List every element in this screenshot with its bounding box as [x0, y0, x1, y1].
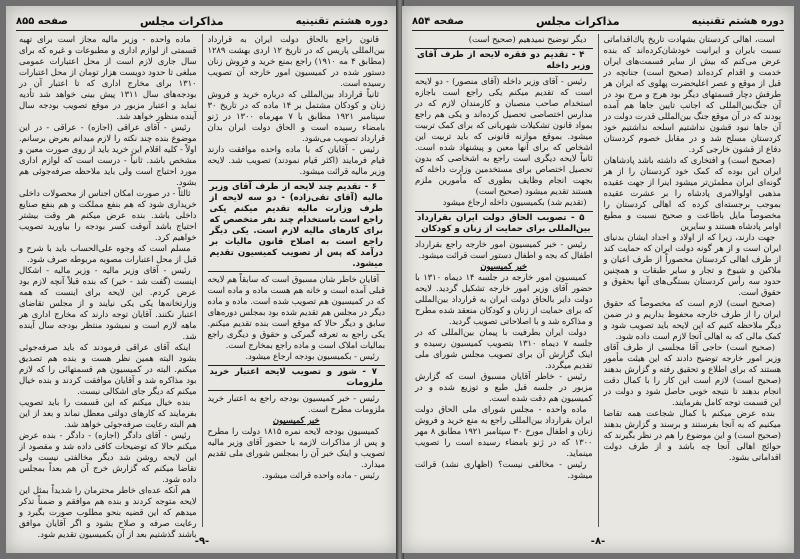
paragraph: (صحیح است) حاجی آقا مجلسی از طرف آقای وزیر امور خارجه توضیح دادند که این هیئت مأمور هستند که برای اطلاع و تحقیق رفته و گزارش بدهند (صحیح است) لازم است این کار را با کمال دقت انجام بدهند تا نتیجه خوبی حاصل شود و دولت در این قسمت توجه کامل بفرمایند. — [603, 342, 781, 407]
right-page-title: مذاکرات مجلس — [535, 14, 620, 28]
right-page-term: دوره هشتم تقنینیه — [691, 15, 784, 27]
paragraph: کمیسیون امور خارجه در جلسه ۱۴ دیماه ۱۳۱۰ با حضور آقای وزیر امور خارجه تشکیل گردید. لایحه دولت دایر بالحاق دولت ایران به قرارداد بین‌المللی که برای حمایت از زنان و کودکان منعقد شده مطرح و مذاکره شد و با اصلاحاتی تصویب گردید. — [415, 272, 593, 326]
paragraph: رئیس - ماده واحده قرائت میشود. — [262, 470, 379, 480]
report-title: خبر کمیسیون — [272, 415, 320, 425]
paragraph: بنده خیال میکنم که این قسمت را باید تصویب بفرمایند که کارهای دولتی معطل نماند و بعد از این هم البته رعایت صرفه‌جوئی خواهد شد. — [19, 397, 197, 429]
paragraph: رئیس - آقای عراقی (اجازه) - عراقی - در این موضوع بنده چند نکته را لازم میدانم بعرض برسانم. اولاً - کلیه اقلام این خرید باید از روی صورت معین و مشخص باشد. ثانیاً - درست است که لوازم اداری مورد احتیاج است ولی باید ملاحظه صرفه‌جوئی هم بشود. — [19, 122, 197, 187]
left-page-right-column — [203, 34, 391, 527]
paragraph: مسلم است که وجوه علی‌الحساب باید با شرح و قبل از محل اعتبارات مصوبه مربوطه صرف شود. — [19, 243, 197, 264]
paragraph: ماده واحده - مجلس شورای ملی الحاق دولت ایران بقرارداد بین‌المللی راجع به منع خرید و فروش زنان و اطفال مورخ ۳۰ سپتامبر ۱۹۲۱ مطابق ۸ مهر ۱۳۰۰ که در ژنو بامضاء رسیده است را تصویب مینماید. — [415, 404, 593, 458]
paragraph: آقایان خاطر شان مسبوق است که سابقاً هم لایحه قبلی آمده است و خانه هم هست ماده و ماده است که در کمیسیون هم تصویب شده است. ماده و ماده دیگر در مجلس هم تقدیم شده بود بمجلس دوره‌های سابق و دیگر حالا که موقع است بنده تقدیم میکنم. یکی راجع به تعرفه گمرکی و حقوق و دیگری راجع بمالیات املاک است و ماده راجع بمخارج است. — [207, 274, 385, 350]
paragraph: رئیس - آقای دادگر (اجازه) - دادگر - بنده عرض میکنم حالا که توضیحات کافی داده شد و مقصود از این لایحه روشن شد دیگر مخالفتی نیست ولی تقاضا میکنم که گزارش خرج آن هم بعداً بمجلس داده شود. — [19, 430, 197, 484]
left-page-term: دوره هشتم تقنینیه — [295, 15, 388, 27]
paragraph: قانون راجع بالحاق دولت ایران به قرارداد بین‌المللی پاریس که در تاریخ ۱۲ اردی بهشت ۱۲۸۹ (مطابق ۴ مه ۱۹۱۰) راجع بمنع خرید و فروش زنان دستور شده در کمیسیون امور خارجه آن تصویب رسیده است. — [207, 34, 385, 88]
paragraph: جهت دارند، زیرا که از اولاد و اجداد ایشان بدنیای ایران است و از هر گونه دولت ایران که حمایت کند از طرف اهالی کردستان محصوراً از طرف اعیان و ملاکین و شیوخ و تجار و سایر طبقات و همچنین حدود سه رأس کردستان بستگی‌های آنها بحقوق و حقوق است. — [603, 232, 781, 297]
paragraph: رئیس - مخالفی نیست؟ (اظهاری نشد) قرائت میشود. — [415, 459, 593, 480]
right-page-left-column — [410, 34, 598, 527]
right-page — [402, 6, 794, 553]
left-page-header — [16, 12, 388, 31]
paragraph: هم آنکه عده‌ای خاطر محترمان را شدیداً بمثل این لایحه متوجه کردند و بنده هم موافقم و ضمناً تذکر میدهم که این قضیه بنحو مطلوب صورت بگیرد و رعایت صرفه و صلاح بشود و اگر آقایان موافق باشند گذشتیم بعد از آن بکمیسیون تقدیم شود. — [19, 485, 197, 539]
paragraph: رئیس - خبر کمیسیون امور خارجه راجع بقرارداد اطفال که بجه و اطفال دستور است قرائت میشود. — [415, 239, 593, 260]
left-page-title: مذاکرات مجلس — [139, 14, 224, 28]
section-heading: ۵ - تصویب الحاق دولت ایران بقرارداد بین‌المللی برای حمایت از زنان و کودکان — [415, 211, 593, 237]
paragraph: رئیس - خبر کمیسیون بودجه راجع به اعتبار خرید ملزومات مطرح است. — [207, 393, 385, 414]
paragraph: اینکه آقای عراقی فرمودند که باید صرفه‌جوئی بشود البته همین نظر هست و بنده هم تصدیق میکنم. البته در کمیسیون هم قسمتهائی را که لازم بود مذاکره شد و آقایان موافقت کردند و بنده خیال میکنم که دیگر جای اشکالی نیست. — [19, 342, 197, 396]
left-page — [6, 6, 398, 553]
paragraph: است، اهالی کردستان بشهادت تاریخ پاك‌اقداماتی نسبت بایران و ایرانیت خودشان‌کرده‌اند که بنده عرض می‌کنم که بیش از سایر قسمت‌های ایران خدمت و اقدام کرده‌اند (صحیح است) جنانچه در قبل از موقع و عصر اعلیحضرت پهلوی که ایران هر طرفش دچار قسمتهای دیگر بود هرج و مرج بود در آن جنگ‌بین‌المللی که اجانب تایین جاها هم آمده بودند که در آن موقع جنگ بین‌المللی قدرت دولت در آن جاها نبود قشون نداشتیم اسلحه نداشتیم خود کردستان مسلح شد و در مقابل خصوم کردستان دفاع از قشون خارجی کرد. — [603, 34, 781, 154]
right-page-header — [412, 12, 784, 31]
paragraph: ثانیاً قرارداد بین‌المللی که درباره خرید و فروش زنان و کودکان مشتمل بر ۱۴ ماده که در تاریخ ۳۰ سپتامبر ۱۹۲۱ مطابق با ۷ مهرماه ۱۳۰۰ در ژنو بامضاء رسیده است و الحاق دولت ایران بدان قرارداد تصویب می‌شود. — [207, 89, 386, 143]
paragraph: رئیس - آقای وزیر داخله (آقای منصور) - دو لایحه است که تقدیم میکنم یکی راجع است باجازه استخدام صاحب منصبان و کارمندان لازم که در مدارس اختصاصی تحصیل کرده‌اند و یکی هم راجع بمواد قانون تشکیلات شهربانی که برای کمک تربیت میشود. بموقع موازنه قانونی که باید تربیت این اشخاص که برای آنها معین و پیشنهاد شده است. ثانیاً لایحه دیگری است راجع به اشخاصی که بدون تحصیل اختصاص برای مستخدمین وزارت داخله که بجهت انجام وظایف بطوری که مأمورین ملزم هستند تقدیم میشود (صحیح است) — [415, 76, 593, 196]
left-page-left-column — [14, 34, 202, 539]
paragraph: (تقدیم شد) بکمیسیون داخله ارجاع میشود — [442, 197, 587, 207]
paragraph: رئیس - خاطر آقایان مسبوق است که گزارش مزبور در جلسه قبل طبع و توزیع شده و در کمیسیون هم دقت شده است. — [415, 371, 593, 403]
right-page-right-column — [599, 34, 787, 527]
left-page-folio: -۹- — [194, 536, 210, 547]
right-page-number: صفحه ۸۵۴ — [412, 15, 464, 27]
right-page-folio: -۸- — [590, 536, 606, 547]
left-page-columns — [14, 34, 390, 539]
paragraph: رئیس - بکمیسیون بودجه ارجاع میشود. — [245, 351, 379, 361]
paragraph: دولت ایران بطرفیت با پیمان بین‌المللی که در جلسه ۷ دیماه ۱۳۱۰ بتصویب کمیسیون رسیده و اینک گزارش آن برای تصویب مجلس شورای ملی تقدیم میگردد. — [415, 327, 593, 370]
paragraph: رئیس - آقایان که با ماده واحده موافقت دارند قیام فرمایند (اکثر قیام نمودند) تصویب شد. لایحه وزیر مالیه قرائت میشود. — [207, 144, 385, 176]
paragraph: ماده واحده - وزیر مالیه مجاز است برای تهیه قسمتی از لوازم اداری و مطبوعات و غیره که برای سال جاری لازم است از محل اعتبارات عمومی مبلغی تا حدود دویست هزار تومان از محل اعتبارات ۱۳۱۰ برای مخارج اداری که تا اعتبار آن در بودجه‌های سال ۱۳۱۱ پیش بینی خواهد شد تأدیه نماید و اعتبار مزبور در موقع تصویب بودجه سال آینده منظور خواهد شد. — [19, 34, 197, 121]
report-title: خبر کمیسیون — [480, 261, 528, 271]
section-heading: ۴ - تقدیم دو فقره لایحه از طرف آقای وزیر داخله — [415, 48, 593, 74]
paragraph: (صحیح است) لازم است که مخصوصاً که حقوق ایران را از طرف خارجه محفوظ بداریم و در ضمن دیگر ملاحظه کنیم که این لایحه باید تصویب شود و کمک مالی که به اهالی آنجا لازم است داده شود. — [603, 298, 781, 341]
right-page-columns — [410, 34, 786, 527]
paragraph: دیگر توضیح نمیدهیم (صحیح است) — [468, 34, 587, 44]
paragraph: (صحیح است) و افتخاری که داشته باشد پادشاهان ایران این بوده که کمک خود کردستان را از هر گونه‌ای ایران مطمئن‌تر میشود اینرا از جهت عقیده مذهبی اولوالامری پادشاه را بر عشرت عقیده بموجب برجسته‌ای کرده که اهالی کردستان را مخصوصاً مایل باطاعت و صحیح نسبت و مطیع اوامر پادشاه هستند و سایرین — [603, 155, 781, 231]
section-heading: ۶ - تقدیم چند لایحه از طرف آقای وزیر مالیه (آقای تقی‌زاده) - دو سه لایحه از طرف وزارت مالیه تقدیم میکنم یکی راجع است باستخدام چند نفر متخصص که برای کارهای مالیه لازم است. یکی دیگر راجع است به اصلاح قانون مالیات بر درآمد که پس از تصویب کمیسیون تقدیم میشود. — [208, 180, 386, 272]
left-page-number: صفحه ۸۵۵ — [16, 15, 68, 27]
paragraph: رئیس - آقای وزیر مالیه - وزیر مالیه - اشکال اینست (گفت شد - خیر) که بنده قبلاً آنچه لازم بود عرض کردم. این لایحه برای اینست که همه وزارتخانه‌ها یکی یکی نیایند و از مجلس تقاضای اعتبار نکنند. آقایان توجه دارند که مخارج اداری هر ماهه لازم است و نمیشود منتظر بودجه سال آینده شد. — [19, 265, 197, 341]
section-heading: ۷ - شور و تصویب لایحه اعتبار خرید ملزومات — [208, 365, 386, 391]
paragraph: کمیسیون بودجه لایحه نمره ۱۸۱۵ دولت را مطرح و پس از مذاکرات لازمه با حضور آقای وزیر مالیه تصویب و اینک خبر آن را بمجلس شورای ملی تقدیم میدارد. — [207, 426, 385, 469]
paragraph: بنده عرض میکنم با کمال شجاعت همه تقاضا میکنیم که به آنجا بفرستند و برسند و گزارش بدهند (صحیح است) و این موضوع را هم در نظر بگیرند که حوائج اهالی آنجا چه باشد و از طرف دولت اقداماتی بشود. — [603, 408, 781, 462]
paragraph: ثالثاً - در صورت امکان اجناس از محصولات داخلی خریداری شود که هم بنفع مملکت و هم بنفع صنایع داخلی باشد. بنده عرض میکنم هر وقت بیشتر احتیاج باشد آنوقت کسر بودجه را بیاورید تصویب خواهیم کرد. — [19, 188, 197, 242]
